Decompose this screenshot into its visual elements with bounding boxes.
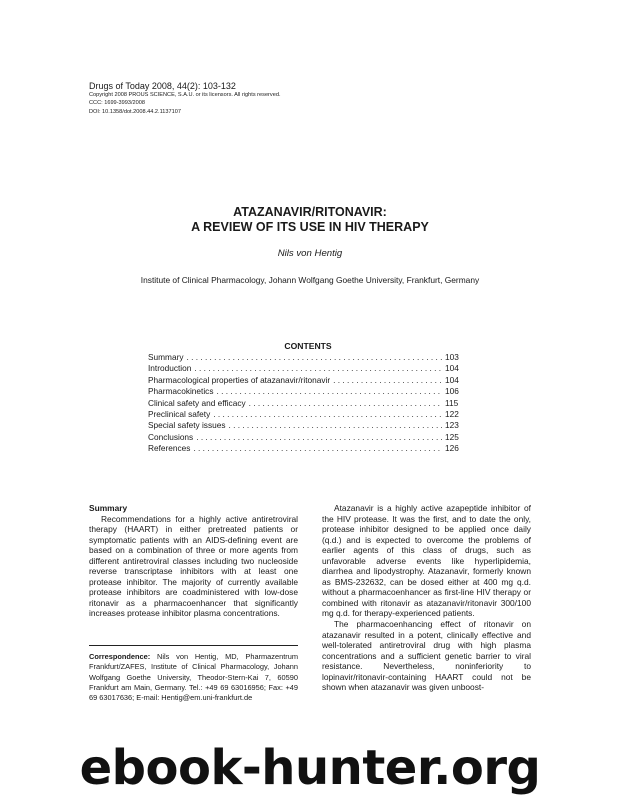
toc-entry-page: 123	[445, 420, 459, 431]
toc-entry-label: Special safety issues	[148, 420, 226, 431]
toc-entry-label: Preclinical safety	[148, 408, 211, 419]
journal-header	[89, 81, 281, 116]
toc-leader-dots	[333, 375, 442, 386]
toc-entry-label: Summary	[148, 352, 184, 362]
body-paragraph: The pharmacoenhancing effect of ritonavir on atazanavir resulted in a potent, clinically effective and well-tolerated antiretroviral drug with high plasma concentrations and a sufficient genetic barrier to viral resistance. Nevertheless, noninferiority to lopinavir/ritonavir-containing HAART could not be shown when atazanavir was given unboost-	[322, 619, 531, 693]
author-affiliation: Institute of Clinical Pharmacology, Johann Wolfgang Goethe University, Frankfurt, Germany	[140, 275, 480, 285]
toc-entry-page: 104	[445, 363, 459, 374]
toc-entry-label: Pharmacokinetics	[148, 386, 214, 397]
table-of-contents	[148, 352, 467, 455]
toc-entry-label: Pharmacological properties of atazanavir/ritonavir	[148, 374, 331, 385]
toc-entry	[148, 432, 467, 443]
toc-leader-dots	[213, 409, 442, 420]
toc-leader-dots	[249, 398, 442, 409]
journal-citation: Drugs of Today 2008, 44(2): 103-132	[89, 81, 236, 91]
doi-line: DOI: 10.1358/dot.2008.44.2.1137107	[89, 108, 181, 115]
body-paragraph: Atazanavir is a highly active azapeptide inhibitor of the HIV protease. It was the first, and to date the only, protease inhibitor designed to be applied once daily (q.d.) and is expected to overcome the problems of earlier agents of this class of drugs, such as unfavorable adverse events like hyperlipidemia, diarrhea and lipodystrophy. Atazanavir, formerly known as BMS-232632, can be dosed either at 400 mg q.d. without a pharmacoenhancer as first-line HIV therapy or combined with ritonavir as atazanavir/ritonavir 300/100 mg q.d. for therapy-experienced patients.	[322, 503, 531, 619]
author-name: Nils von Hentig	[277, 248, 343, 259]
correspondence-note	[89, 652, 298, 703]
toc-entry	[148, 386, 467, 397]
toc-entry-page: 106	[445, 386, 459, 397]
summary-paragraph: Recommendations for a highly active antiretroviral therapy (HAART) in either pretreated patients or symptomatic patients with an AIDS-defining event are based on a combination of three or more agents from different antiretroviral classes including two nucleoside reverse transcriptase inhibitors with at least one protease inhibitor. The majority of currently available protease inhibitors are coadministered with low-dose ritonavir as a pharmacoenhancer that significantly increases protease inhibitor plasma concentrations.	[89, 513, 298, 619]
footnote-divider	[89, 645, 298, 646]
toc-entry-label: Conclusions	[148, 431, 194, 442]
ccc-line: CCC: 1699-3993/2008	[89, 100, 145, 107]
toc-entry-page: 104	[445, 374, 459, 385]
toc-entry-page: 115	[445, 397, 459, 408]
toc-entry-page: 122	[445, 408, 459, 419]
correspondence-text: Nils von Hentig, MD, Pharmazentrum Frankfurt/ZAFES, Institute of Clinical Pharmacology, Johann Wolfgang Goethe University, Theodor-Stern-Kai 7, 60590 Frankfurt am Main, Germany. Tel.: +49 69 63016956; Fax: +49 69 63017636; E-mail: Hentig@em.uni-frankfurt.de	[89, 652, 298, 703]
site-watermark: ebook-hunter.org	[79, 740, 541, 796]
title-line-1: ATAZANAVIR/RITONAVIR:	[233, 205, 387, 219]
toc-entry	[148, 375, 467, 386]
toc-leader-dots	[193, 443, 442, 454]
toc-entry-page: 126	[445, 443, 459, 454]
toc-entry	[148, 409, 467, 420]
article-title	[0, 205, 620, 235]
toc-leader-dots	[196, 432, 442, 443]
toc-entry	[148, 363, 467, 374]
toc-entry-label: References	[148, 443, 191, 454]
left-column	[89, 503, 298, 619]
correspondence-label: Correspondence:	[89, 652, 151, 661]
toc-entry	[148, 398, 467, 409]
title-line-2: A REVIEW OF ITS USE IN HIV THERAPY	[191, 220, 429, 234]
toc-leader-dots	[216, 386, 442, 397]
copyright-line: Copyright 2008 PROUS SCIENCE, S.A.U. or its licensors. All rights reserved.	[89, 92, 281, 98]
toc-entry-page: 125	[445, 431, 459, 442]
summary-heading: Summary	[89, 503, 128, 513]
toc-entry	[148, 352, 467, 363]
toc-entry-label: Clinical safety and efficacy	[148, 397, 246, 408]
toc-entry	[148, 420, 467, 431]
toc-entry	[148, 443, 467, 454]
toc-leader-dots	[228, 420, 442, 431]
toc-leader-dots	[194, 363, 442, 374]
toc-leader-dots	[187, 352, 443, 363]
contents-heading: CONTENTS	[284, 341, 332, 351]
right-column	[322, 503, 531, 693]
toc-entry-page: 103	[445, 352, 459, 362]
toc-entry-label: Introduction	[148, 363, 192, 374]
